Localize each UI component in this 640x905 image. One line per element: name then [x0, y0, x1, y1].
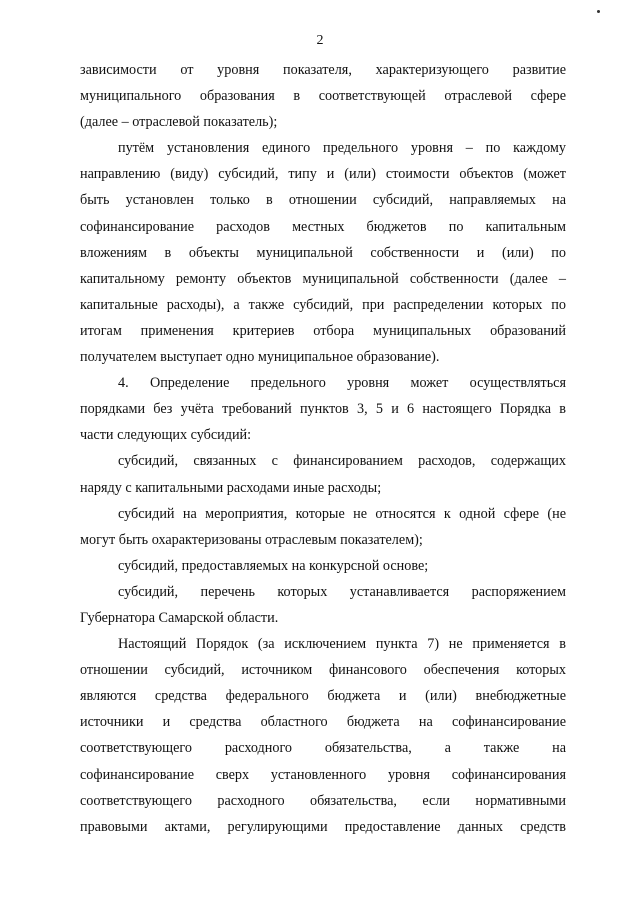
page-number: 2 — [316, 33, 324, 48]
scan-speck — [597, 10, 600, 13]
text-line: порядками без учёта требований пунктов 3, 5 и 6 настоящего Порядка в — [80, 401, 566, 418]
text-line: получателем выступает одно муниципальное образование). — [80, 349, 440, 366]
text-line: соответствующего расходного обязательства, а также на — [80, 740, 566, 757]
text-line: направлению (виду) субсидий, типу и (или) стоимости объектов (может — [80, 166, 566, 183]
text-line: софинансирование расходов местных бюджетов по капитальным — [80, 218, 566, 235]
paragraph — [80, 448, 566, 500]
text-line: субсидий на мероприятия, которые не относятся к одной сфере (не — [118, 505, 566, 522]
text-line: субсидий, предоставляемых на конкурсной основе; — [118, 557, 429, 574]
paragraph — [80, 370, 566, 448]
text-line: Губернатора Самарской области. — [80, 609, 279, 626]
text-line: (далее – отраслевой показатель); — [80, 114, 278, 131]
paragraph — [80, 57, 566, 135]
text-line: субсидий, перечень которых устанавливается распоряжением — [118, 583, 566, 600]
text-line: являются средства федерального бюджета и (или) внебюджетные — [80, 688, 566, 705]
paragraph — [80, 579, 566, 631]
paragraph — [80, 135, 566, 370]
text-line: вложениям в объекты муниципальной собственности и (или) по — [80, 244, 566, 261]
text-line: субсидий, связанных с финансированием расходов, содержащих — [118, 453, 566, 470]
text-line: путём установления единого предельного уровня – по каждому — [118, 140, 566, 157]
text-line: капитальному ремонту объектов муниципальной собственности (далее – — [80, 270, 566, 287]
document-body — [80, 57, 566, 840]
text-line: соответствующего расходного обязательства, если нормативными — [80, 792, 566, 809]
paragraph — [80, 631, 566, 840]
text-line: Настоящий Порядок (за исключением пункта 7) не применяется в — [118, 636, 566, 653]
text-line: итогам применения критериев отбора муниципальных образований — [80, 322, 566, 339]
text-line: софинансирование сверх установленного уровня софинансирования — [80, 766, 566, 783]
text-line: капитальные расходы), а также субсидий, при распределении которых по — [80, 296, 566, 313]
text-line: быть установлен только в отношении субсидий, направляемых на — [80, 192, 566, 209]
text-line: муниципального образования в соответствующей отраслевой сфере — [80, 88, 566, 105]
text-line: наряду с капитальными расходами иные расходы; — [80, 479, 382, 496]
text-line: зависимости от уровня показателя, характеризующего развитие — [80, 62, 566, 78]
paragraph — [80, 553, 566, 579]
text-line: правовыми актами, регулирующими предоставление данных средств — [80, 818, 566, 835]
text-line: 4. Определение предельного уровня может осуществляться — [118, 375, 566, 392]
text-line: части следующих субсидий: — [80, 427, 252, 444]
paragraph — [80, 501, 566, 553]
text-line: отношении субсидий, источником финансового обеспечения которых — [80, 662, 566, 679]
text-line: могут быть охарактеризованы отраслевым показателем); — [80, 531, 423, 548]
text-line: источники и средства областного бюджета на софинансирование — [80, 714, 566, 731]
